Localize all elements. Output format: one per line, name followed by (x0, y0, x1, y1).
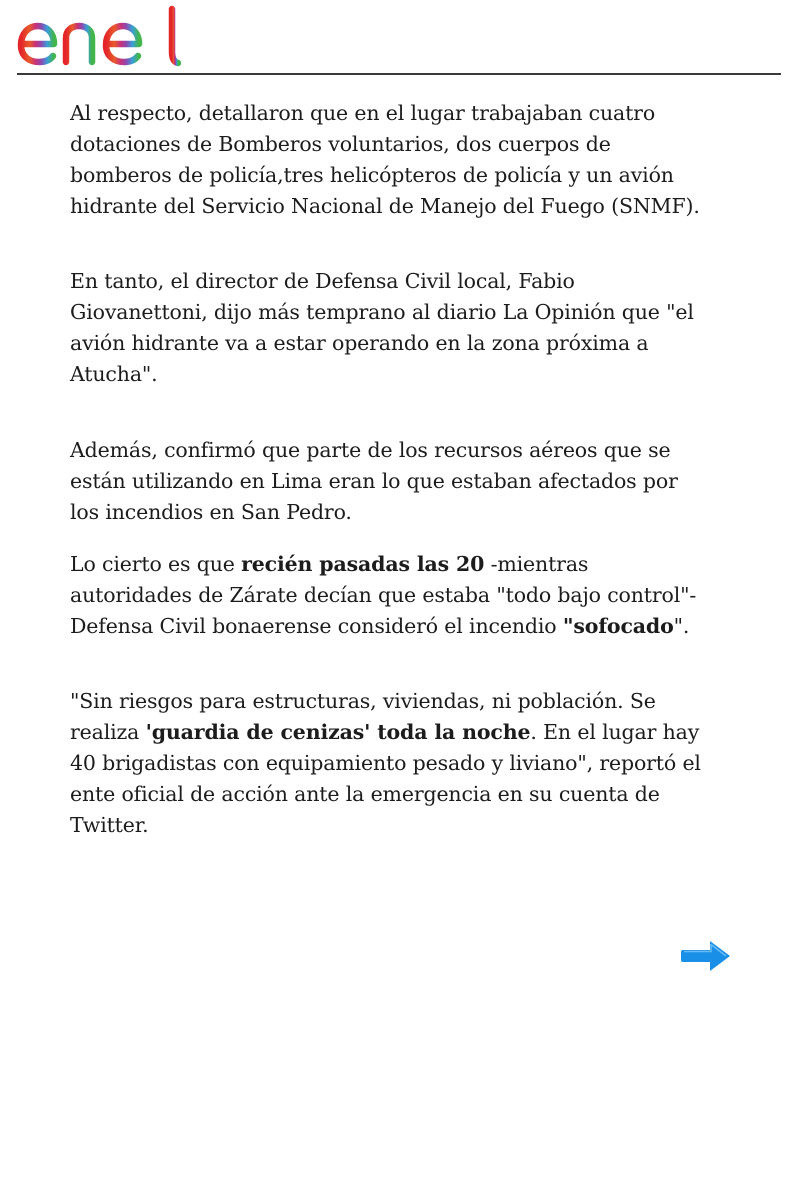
paragraph-2: En tanto, el director de Defensa Civil local, Fabio Giovanettoni, dijo más temprano al diario La Opinión que "el avión hidrante va a estar operando en la zona próxima a Atucha". (70, 269, 694, 386)
enel-logo[interactable] (16, 4, 181, 68)
paragraph-5-bold-1: 'guardia de cenizas' toda la noche (145, 720, 531, 744)
paragraph-4-bold-1: recién pasadas las 20 (241, 552, 485, 576)
paragraph-4-text-2: -mientras autoridades de Zárate decían que estaba "todo bajo control"- Defensa Civil bonaerense consideró el incendio (70, 552, 697, 638)
paragraph-3: Además, confirmó que parte de los recursos aéreos que se están utilizando en Lima eran lo que estaban afectados por los incendios en San Pedro. (70, 438, 678, 524)
paragraph-4-text-1: Lo cierto es que (70, 552, 242, 576)
site-header (0, 0, 800, 76)
paragraph-5-text-1: "Sin riesgos para estructuras, viviendas, ni población. Se realiza (70, 689, 656, 744)
paragraph-4-text-3: ". (673, 614, 690, 638)
right-arrow-icon[interactable] (680, 938, 732, 974)
paragraph-1: Al respecto, detallaron que en el lugar trabajaban cuatro dotaciones de Bomberos voluntarios, dos cuerpos de bomberos de policía,tres helicópteros de policía y un avión hidrante del Servicio Nacional de Manejo del Fuego (SNMF). (70, 101, 700, 218)
paragraph-4-bold-2: "sofocado (562, 614, 674, 638)
header-divider (17, 73, 781, 75)
paragraph-5 (70, 686, 710, 841)
paragraph-4 (70, 549, 710, 642)
paragraph-5-text-2: . En el lugar hay 40 brigadistas con equipamiento pesado y liviano", reportó el ente oficial de acción ante la emergencia en su cuenta de Twitter. (70, 720, 701, 837)
